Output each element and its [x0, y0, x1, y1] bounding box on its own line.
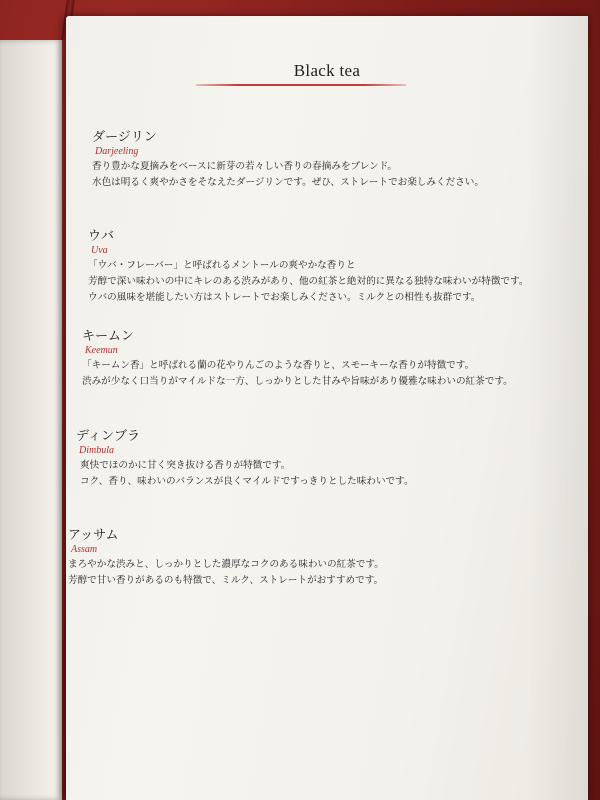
item-description-line: 「キームン香」と呼ばれる蘭の花やりんごのような香りと、スモーキーな香りが特徴です。	[82, 360, 475, 371]
menu-item-dimbula	[76, 429, 576, 489]
item-description-line: コク、香り、味わいのバランスが良くマイルドですっきりとした味わいです。	[80, 476, 414, 487]
menu-item-uva	[88, 229, 588, 305]
left-page-edge	[0, 40, 62, 800]
item-description-line: 渋みが少なく口当りがマイルドな一方、しっかりとした甘みや旨味があり優雅な味わいの紅茶です。	[82, 376, 513, 387]
menu-page	[66, 16, 588, 800]
item-name-en: Keemun	[85, 345, 118, 356]
page-title: Black tea	[293, 61, 361, 80]
item-name-ja: キームン	[82, 329, 135, 344]
item-description-line: 水色は明るく爽やかさをそなえたダージリンです。ぜひ、ストレートでお楽しみください。	[92, 177, 484, 188]
title-underline	[196, 84, 406, 86]
item-name-en: Uva	[91, 245, 108, 256]
item-name-en: Assam	[71, 544, 98, 555]
item-name-ja: ディンブラ	[76, 429, 140, 444]
item-description-line: 爽快でほのかに甘く突き抜ける香りが特徴です。	[80, 460, 291, 471]
item-name-en: Darjeeling	[95, 146, 139, 157]
menu-item-keemun	[82, 329, 582, 389]
item-name-ja: ウバ	[88, 229, 115, 244]
item-name-ja: アッサム	[68, 528, 119, 543]
item-description-line: 香り豊かな夏摘みをベースに新芽の若々しい香りの春摘みをブレンド。	[92, 161, 398, 172]
item-name-en: Dimbula	[79, 445, 114, 456]
item-description-line: 「ウバ・フレーバー」と呼ばれるメントールの爽やかな香りと	[88, 260, 356, 271]
item-description-line: ウバの風味を堪能したい方はストレートでお楽しみください。ミルクとの相性も抜群です。	[88, 292, 481, 303]
item-description-line: まろやかな渋みと、しっかりとした濃厚なコクのある味わいの紅茶です。	[68, 559, 384, 570]
item-name-ja: ダージリン	[92, 130, 157, 145]
menu-item-assam	[68, 528, 568, 588]
menu-item-darjeeling	[92, 130, 592, 190]
item-description-line: 芳醇で甘い香りがあるのも特徴で、ミルク、ストレートがおすすめです。	[68, 575, 384, 586]
item-description-line: 芳醇で深い味わいの中にキレのある渋みがあり、他の紅茶と絶対的に異なる独特な味わいが特徴です。	[88, 276, 529, 287]
